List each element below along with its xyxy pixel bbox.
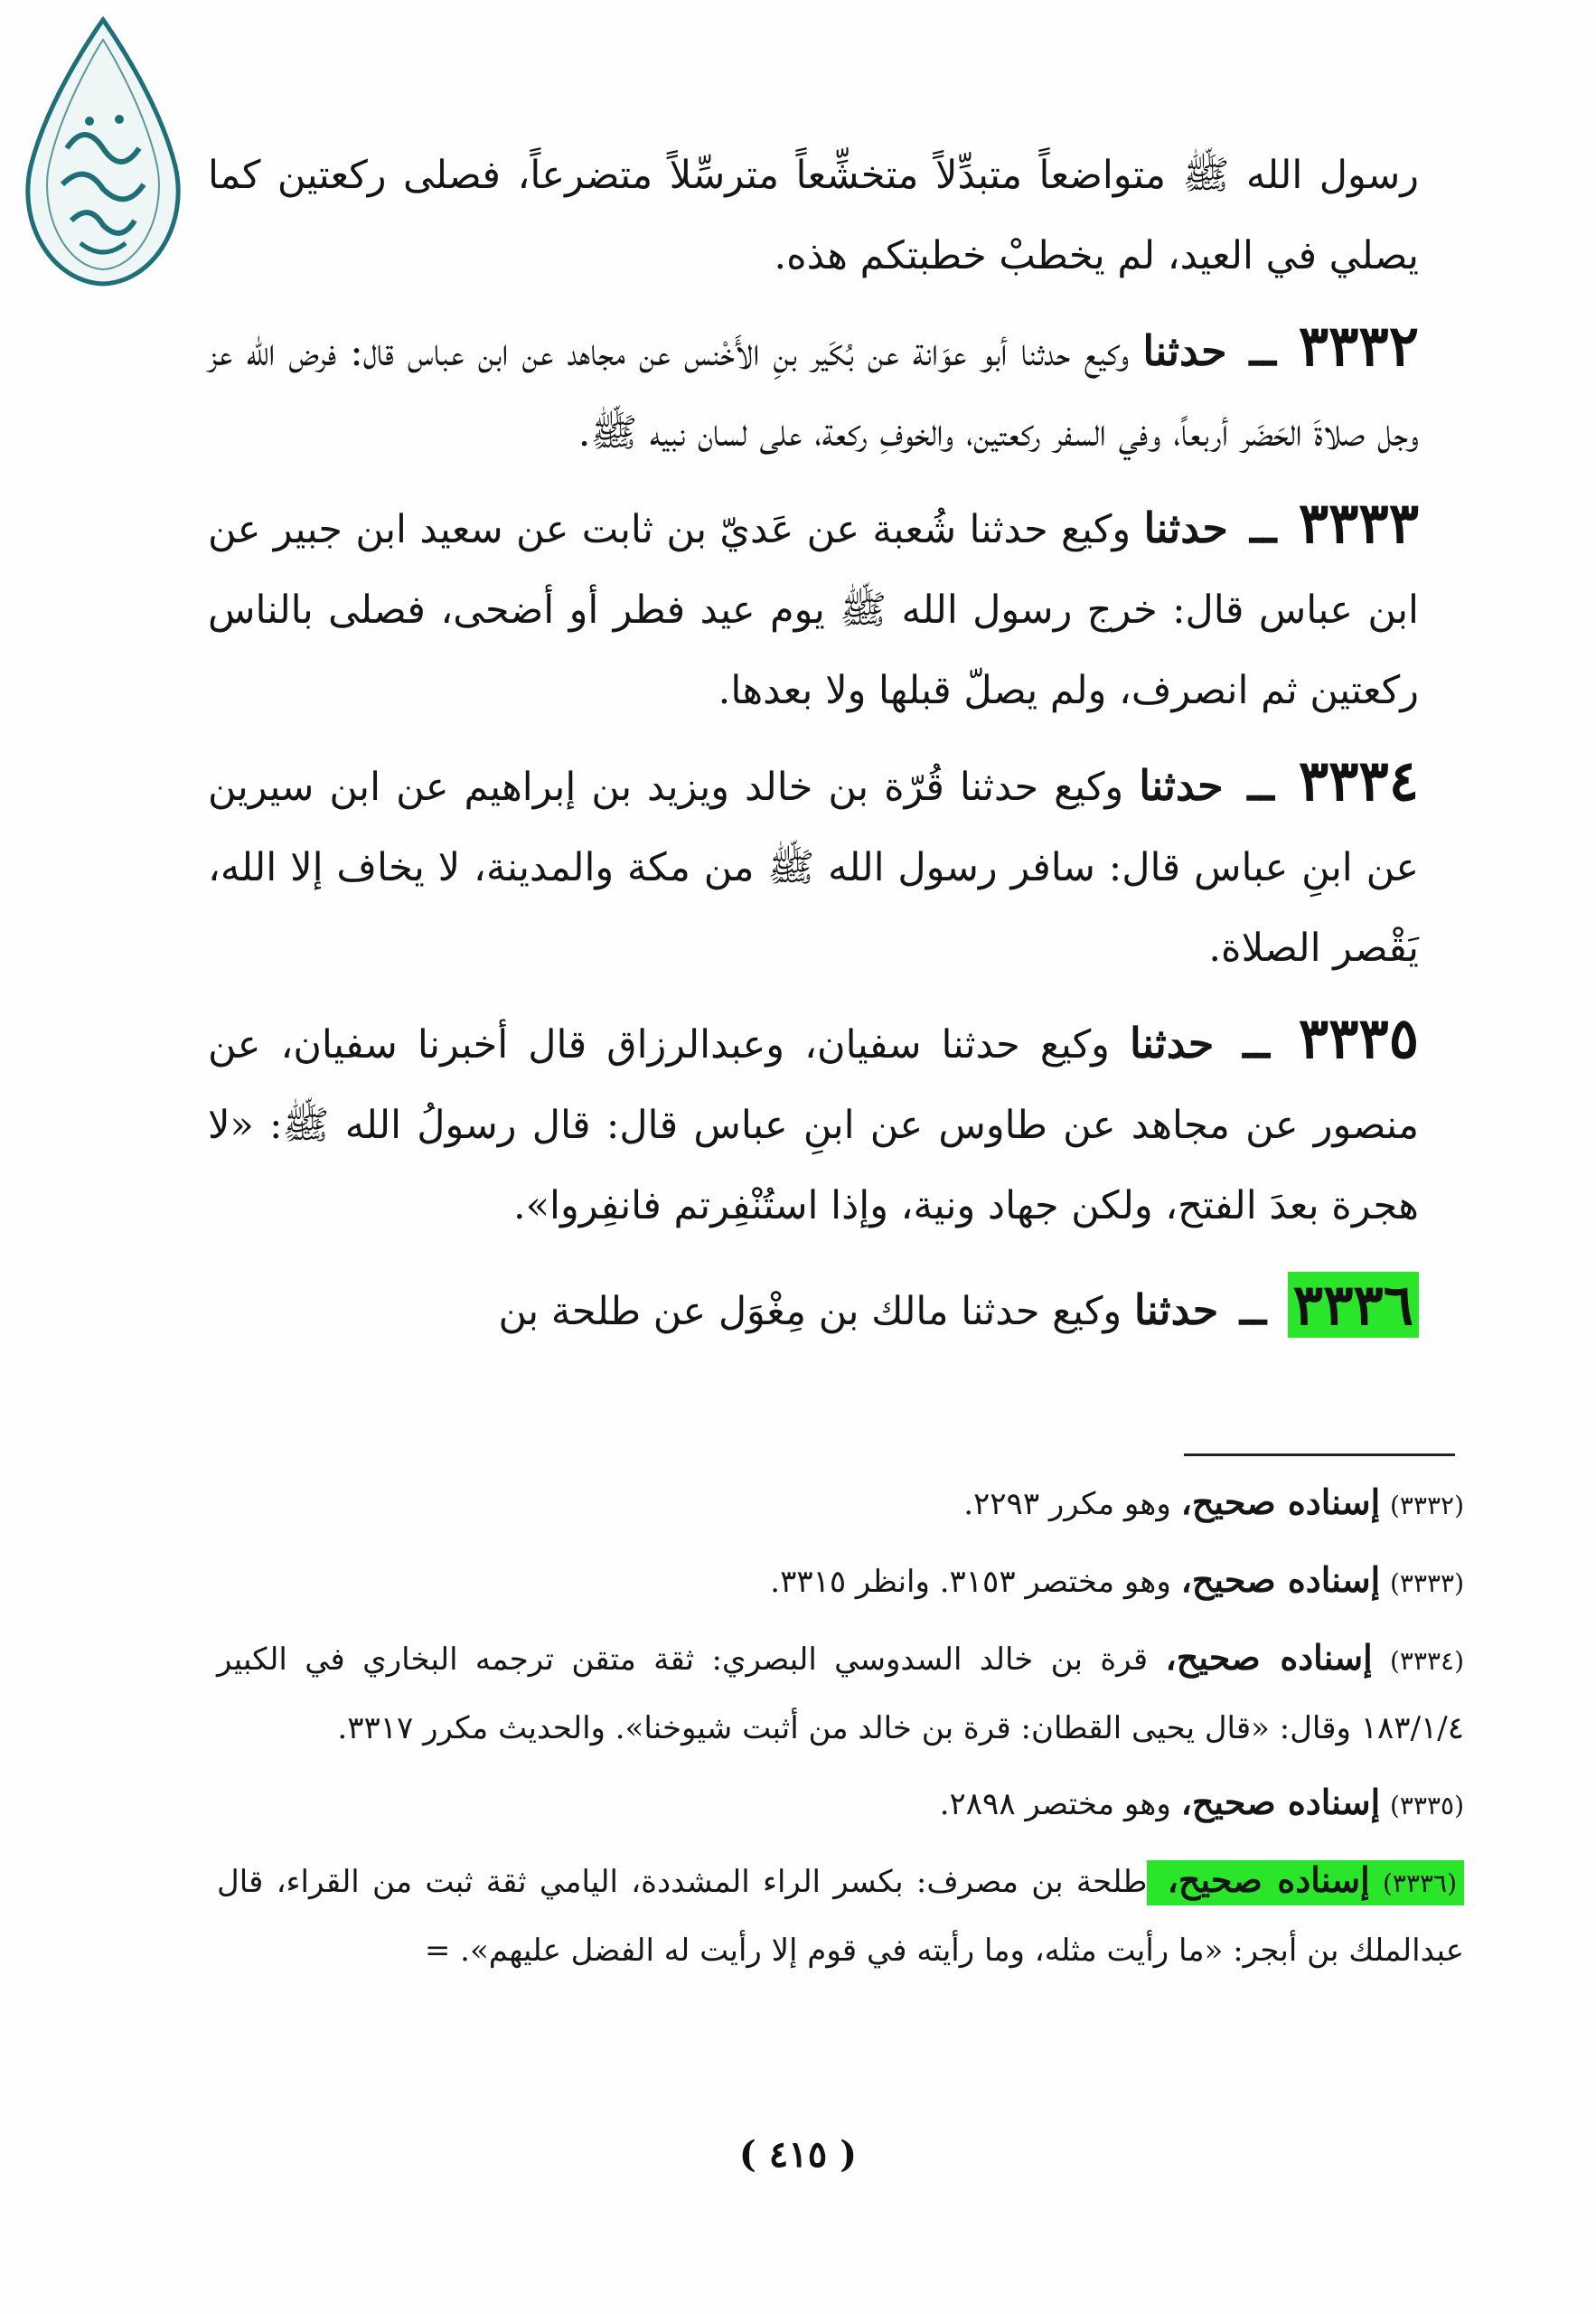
hadith-lead: حدثنا [1130, 1019, 1215, 1068]
footnote-grade: إسناده صحيح، [1167, 1859, 1370, 1900]
hadith-3333 [208, 483, 1419, 731]
footnote-separator [1184, 1453, 1455, 1456]
hadith-lead: حدثنا [1142, 326, 1227, 375]
hadith-lead: حدثنا [1139, 761, 1224, 810]
footnote-3333 [217, 1547, 1464, 1617]
footnote-ref: (٣٣٣٥) [1389, 1791, 1464, 1820]
hadith-text: وكيع حدثنا شُعبة عن عَديّ بن ثابت عن سعيد ابن جبير عن ابن عباس قال: خرج رسول الله ﷺ يوم عيد فطر أو أضحى، فصلى بالناس ركعتين ثم انصرف، ولم يصلّ قبلها ولا بعدها. [208, 507, 1419, 713]
logo-drop-icon [13, 13, 193, 293]
hadith-dash: ــ [1249, 323, 1276, 376]
footnote-text: قرة بن خالد السدوسي البصري: ثقة متقن ترجمه البخاري في الكبير ١٨٣/١/٤ وقال: «قال يحيى القطان: قرة بن خالد من أثبت شيوخنا». والحديث مكرر ٣٣١٧. [217, 1641, 1464, 1746]
hadith-text: وكيع حدثنا سفيان، وعبدالرزاق قال أخبرنا سفيان، عن منصور عن مجاهد عن طاوس عن ابنِ عباس قال: قال رسولُ الله ﷺ: «لا هجرة بعدَ الفتح، ولكن جهاد ونية، وإذا استُنْفِرتم فانفِروا». [208, 1022, 1419, 1228]
hadith-number: ٣٣٣٤ [1298, 748, 1420, 814]
footnote-ref: (٣٣٣٤) [1389, 1646, 1464, 1676]
hadith-number: ٣٣٣٥ [1298, 1005, 1420, 1071]
footnote-text: طلحة بن مصرف: بكسر الراء المشددة، اليامي ثقة ثبت من القراء، قال عبدالملك بن أبجر: «ما رأيت مثله، وما رأيته في قوم إلا رأيت له الفضل عليهم». = [217, 1864, 1464, 1969]
footnote-grade: إسناده صحيح، [1180, 1482, 1381, 1522]
footnote-grade: إسناده صحيح، [1180, 1782, 1381, 1822]
hadith-3332 [208, 306, 1419, 474]
hadith-text: وكيع حدثنا قُرّة بن خالد ويزيد بن إبراهيم عن ابن سيرين عن ابنِ عباس قال: سافر رسول الله ﷺ من مكة والمدينة، لا يخاف إلا الله، يَقْصر الصلاة. [208, 765, 1419, 971]
footnotes [217, 1469, 1464, 1991]
footnote-grade: إسناده صحيح، [1165, 1637, 1373, 1678]
footnote-ref: (٣٣٣٣) [1389, 1568, 1464, 1598]
hadith-3335 [208, 998, 1419, 1246]
footnote-text: وهو مكرر ٢٢٩٣. [963, 1486, 1171, 1522]
footnote-3336 [217, 1847, 1464, 1984]
hadith-text: وكيع حدثنا مالك بن مِغْوَل عن طلحة بن [498, 1289, 1122, 1334]
hadith-dash: ــ [1247, 757, 1274, 811]
hadith-3334 [208, 740, 1419, 989]
hadith-3336 [208, 1265, 1419, 1352]
footnote-3332 [217, 1469, 1464, 1539]
hadith-dash: ــ [1239, 1282, 1267, 1335]
hadith-lead: حدثنا [1143, 503, 1228, 552]
footnote-highlight [1147, 1860, 1464, 1905]
hadith-number-highlighted: ٣٣٣٦ [1288, 1272, 1419, 1338]
main-text [208, 136, 1419, 1361]
page-number: ( ٤١٥ ) [738, 2133, 858, 2176]
hadith-lead: حدثنا [1133, 1285, 1219, 1334]
footnote-text: وهو مختصر ٢٨٩٨. [939, 1786, 1171, 1822]
hadith-dash: ــ [1250, 500, 1277, 553]
hadith-number: ٣٣٣٢ [1298, 313, 1420, 379]
footnote-text: وهو مختصر ٣١٥٣. وانظر ٣٣١٥. [770, 1564, 1171, 1600]
opening-text: رسول الله ﷺ متواضعاً متبدِّلاً متخشِّعاً مترسِّلاً متضرعاً، فصلى ركعتين كما يصلي في العيد، لم يخطبْ خطبتكم هذه. [208, 153, 1419, 278]
footnote-3334 [217, 1624, 1464, 1762]
footnote-ref: (٣٣٣٢) [1389, 1491, 1464, 1520]
hadith-number: ٣٣٣٣ [1298, 490, 1420, 556]
hadith-text: وكيع حدثنا أبو عوَانة عن بُكَير بنِ الأَخْنس عن مجاهد عن ابن عباس قال: فرض الله عز وجل صلاةَ الحَضَر أربعاً، وفي السفر ركعتين، والخوفِ ركعة، على لسان نبيه ﷺ. [208, 330, 1419, 456]
footnote-grade: إسناده صحيح، [1180, 1559, 1381, 1600]
opening-paragraph [208, 136, 1419, 296]
hadith-dash: ــ [1243, 1015, 1270, 1068]
footnote-3335 [217, 1769, 1464, 1839]
footnote-ref: (٣٣٣٦) [1382, 1868, 1458, 1898]
